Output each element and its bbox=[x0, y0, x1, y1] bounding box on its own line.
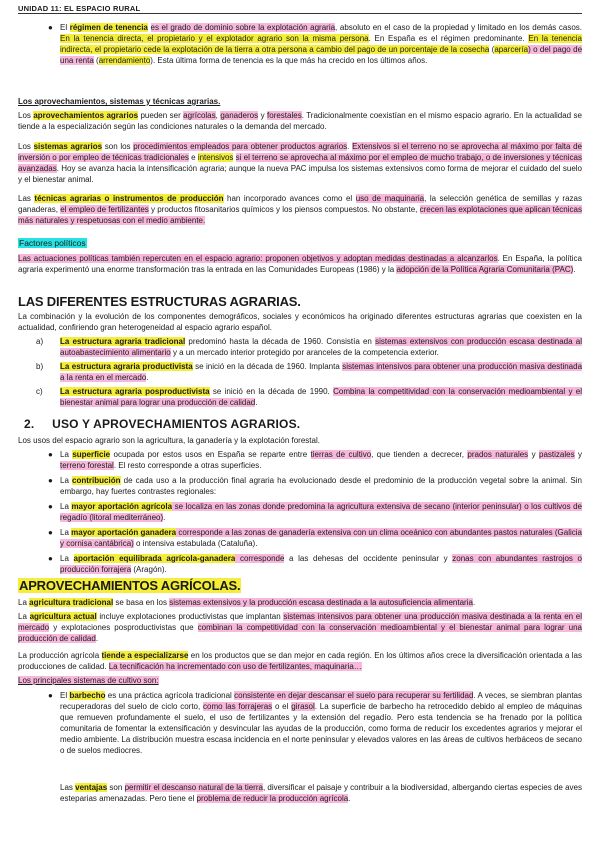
bullet-icon: ● bbox=[48, 23, 53, 32]
bullet-icon: ● bbox=[48, 691, 53, 700]
bullet-icon: ● bbox=[48, 476, 53, 485]
list-marker: c) bbox=[36, 387, 43, 396]
barbecho-paragraph: El barbecho es una práctica agrícola tradicional consistente en dejar descansar el suelo para recuperar su fertilidad. A veces, se siembran plantas recuperadoras del suelo de ciclo corto, como las forrajeras o el girasol. La superficie de barbecho ha retrocedido debido al empleo de máquinas que remueven profundamente el suelo, el uso de fertilizantes y la extensión del regadío. Pero esta tendencia se ha frenado por la política comunitaria de fomentar la extensificación y desvincular las ayudas de la producción, como forma de reducir los excedentes agrarios y mejorar el medio ambiente. La distribución muestra escasa incidencia en el norte peninsular y elevados valores en las áreas de cultivos herbáceos de secano o de suelos mediocres. bbox=[60, 691, 583, 755]
bullet-icon: ● bbox=[48, 450, 53, 459]
principales-sistemas: Los principales sistemas de cultivo son: bbox=[18, 676, 159, 685]
produccion-paragraph: La producción agrícola tiende a especializarse en los productos que se dan mejor en cada región. En los últimos años crece la diversificación orientada a las producciones de calidad. La tecnificación ha incrementado con uso de fertilizantes, maquinaria… bbox=[18, 651, 582, 671]
agricultura-actual-paragraph: La agricultura actual incluye explotaciones productivistas que implantan sistemas intensivos para obtener una producción masiva destinada a la renta en el mercado y explotaciones posproductivistas que combinan la competitividad con la conservación medioambiental y el bienestar animal para lograr una producción de calidad. bbox=[18, 612, 582, 643]
estructuras-heading: LAS DIFERENTES ESTRUCTURAS AGRARIAS. bbox=[18, 294, 301, 309]
mayor-agricola-item: La mayor aportación agrícola se localiza en las zonas donde predomina la agricultura extensiva de secano (interior peninsular) o los cultivos de regadío (litoral mediterráneo). bbox=[60, 502, 583, 522]
unit-header: UNIDAD 11: EL ESPACIO RURAL bbox=[18, 4, 141, 13]
contribucion-item: La contribución de cada uso a la producción final agraria ha evolucionado desde el predominio de la producción vegetal sobre la animal. Sin embargo, hay fuertes contrastes regionales: bbox=[60, 476, 582, 496]
bullet-icon: ● bbox=[48, 554, 53, 563]
estructura-posproductivista: La estructura agraria posproductivista se inició en la década de 1990. Combina la competitividad con la conservación medioambiental y el bienestar animal para lograr una producción de calidad. bbox=[60, 387, 583, 407]
usos-intro: Los usos del espacio agrario son la agricultura, la ganadería y la explotación forestal. bbox=[18, 436, 320, 445]
usos-heading: 2. USO Y APROVECHAMIENTOS AGRARIOS. bbox=[24, 417, 301, 431]
mayor-ganadera-item: La mayor aportación ganadera corresponde a las zonas de ganadería extensiva con un clima oceánico con abundantes pastos naturales (Galicia y cornisa cantábrica) o intensiva estabulada (Cataluña). bbox=[60, 528, 583, 548]
sistemas-paragraph: Los sistemas agrarios son los procedimientos empleados para obtener productos agrarios. Extensivos si el terreno no se aprovecha al máximo por falta de inversión o por empleo de técnicas tradicionales e intensivos si el terreno se aprovecha al máximo por el empleo de mucho trabajo, o de inversiones y técnicas avanzadas. Hoy se avanza hacia la intensificación agraria; aunque la nueva PAC impulsa los sistemas extensivos como forma de mejorar el cuidado del suelo y el bienestar animal. bbox=[18, 142, 583, 184]
agricultura-tradicional-paragraph: La agricultura tradicional se basa en los sistemas extensivos y la producción escasa destinada a la autosuficiencia alimentaria. bbox=[18, 598, 476, 607]
tenencia-term: régimen de tenencia bbox=[69, 23, 148, 32]
header-divider bbox=[18, 13, 582, 14]
estructura-productivista: La estructura agraria productivista se inició en la década de 1960. Implanta sistemas intensivos para obtener una producción masiva destinada a la renta en el mercado. bbox=[60, 362, 583, 382]
list-marker: b) bbox=[36, 362, 44, 371]
equilibrada-item: La aportación equilibrada agrícola-ganadera corresponde a las dehesas del occidente peninsular y zonas con abundantes rastrojos o producción forrajera (Aragón). bbox=[60, 554, 583, 574]
estructura-tradicional: La estructura agraria tradicional predominó hasta la década de 1960. Consistía en sistemas extensivos con producción escasa destinada al autoabastecimiento alimentario y a un mercado interior protegido por aranceles de la competencia exterior. bbox=[60, 337, 582, 357]
aprovechamientos-heading: Los aprovechamientos, sistemas y técnicas agrarias. bbox=[18, 97, 221, 106]
agricolas-heading: APROVECHAMIENTOS AGRÍCOLAS. bbox=[19, 578, 241, 593]
bullet-icon: ● bbox=[48, 502, 53, 511]
superficie-item: La superficie ocupada por estos usos en España se reparte entre tierras de cultivo, que tienden a decrecer, prados naturales y pastizales y terreno forestal. El resto corresponde a otras superficies. bbox=[60, 450, 582, 470]
aprovechamientos-paragraph: Los aprovechamientos agrarios pueden ser agrícolas, ganaderos y forestales. Tradicionalmente coexistían en el mismo espacio agrario. En la actualidad se tiende a la especialización según las condiciones naturales o la demanda del mercado. bbox=[18, 111, 582, 131]
estructuras-intro: La combinación y la evolución de los componentes demográficos, sociales y económicos ha originado diferentes estructuras agrarias que coexisten en la actualidad, confiriendo gran heterogeneidad al espacio agrario español. bbox=[18, 312, 582, 332]
bullet-icon: ● bbox=[48, 528, 53, 537]
politicos-paragraph: Las actuaciones políticas también repercuten en el espacio agrario: proponen objetivos y adoptan medidas destinadas a alcanzarlos. En España, la política agraria experimentó una enorme transformación tras la entrada en las Comunidades Europeas (1986) y la adopción de la Política Agraria Comunitaria (PAC). bbox=[18, 254, 583, 274]
tenencia-paragraph: El régimen de tenencia es el grado de dominio sobre la explotación agraria, absoluto en el caso de la propiedad y limitado en los demás casos. En la tenencia directa, el propietario y el explotador agrario son la misma persona. En España es el régimen predominante. En la tenencia indirecta, el propietario cede la explotación de la tierra a otra persona a cambio del pago de un porcentaje de la cosecha (aparcería) o del pago de una renta (arrendamiento). Esta última forma de tenencia es la que más ha crecido en los últimos años. bbox=[60, 23, 583, 65]
tecnicas-paragraph: Las técnicas agrarias o instrumentos de producción han incorporado avances como el uso de maquinaria, la selección genética de semillas y razas ganaderas, el empleo de fertilizantes y productos fitosanitarios químicos y los piensos compuestos. No obstante, crecen las explotaciones que aplican técnicas más naturales y respetuosas con el medio ambiente. bbox=[18, 194, 582, 225]
ventajas-paragraph: Las ventajas son permitir el descanso natural de la tierra, diversificar el paisaje y contribuir a la biodiversidad, albergando ciertas especies de aves esteparias amenazadas. Pero tiene el problema de reducir la producción agrícola. bbox=[60, 783, 583, 803]
factores-politicos-heading: Factores políticos bbox=[19, 238, 86, 248]
list-marker: a) bbox=[36, 337, 44, 346]
